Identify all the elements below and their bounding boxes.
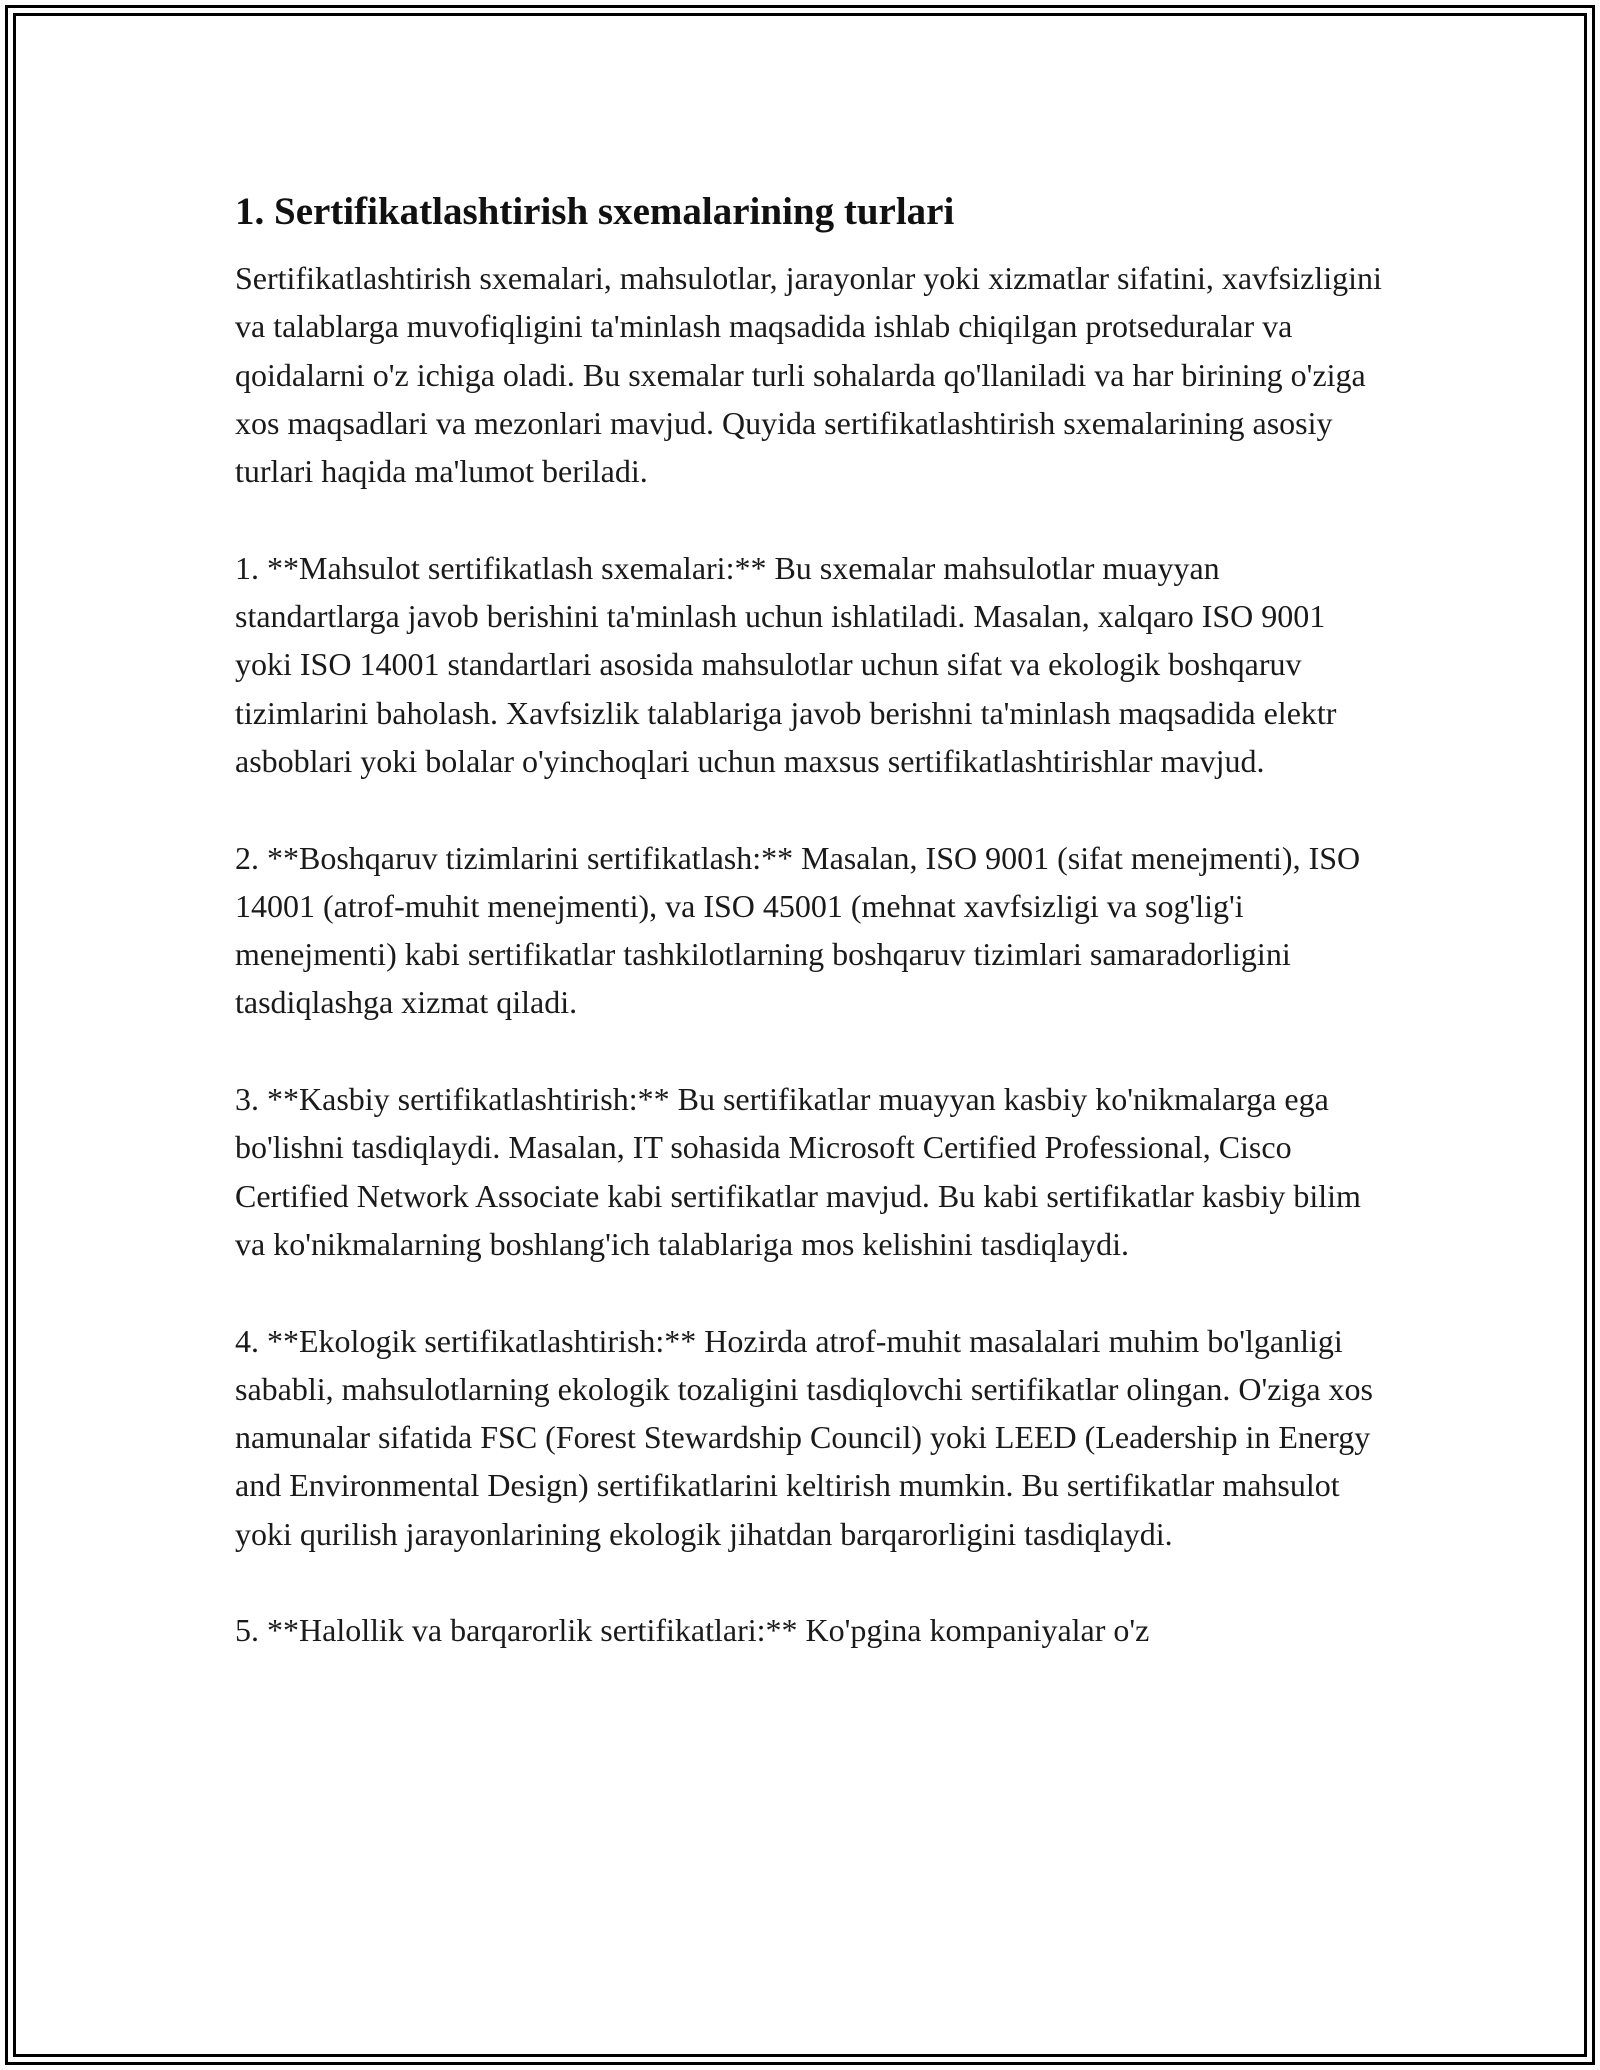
document-body [235, 186, 1385, 1655]
list-item-ecological-certification: 4. **Ekologik sertifikatlashtirish:** Hozirda atrof-muhit masalalari muhim bo'lganligi sababli, mahsulotlarning ekologik tozaligini tasdiqlovchi sertifikatlar olingan. O'ziga xos namunalar sifatida FSC (Forest Stewardship Council) yoki LEED (Leadership in Energy and Environmental Design) sertifikatlarini keltirish mumkin. Bu sertifikatlar mahsulot yoki qurilish jarayonlarining ekologik jihatdan barqarorligini tasdiqlaydi. [235, 1322, 1373, 1552]
list-item-integrity-sustainability: 5. **Halollik va barqarorlik sertifikatlari:** Ko'pgina kompaniyalar o'z [235, 1612, 1150, 1649]
section-title: 1. Sertifikatlashtirish sxemalarining turlari [235, 190, 955, 233]
list-item-professional-certification: 3. **Kasbiy sertifikatlashtirish:** Bu sertifikatlar muayyan kasbiy ko'nikmalarga ega bo'lishni tasdiqlaydi. Masalan, IT sohasida Microsoft Certified Professional, Cisco Certified Network Associate kabi sertifikatlar mavjud. Bu kabi sertifikatlar kasbiy bilim va ko'nikmalarning boshlang'ich talablariga mos kelishini tasdiqlaydi. [235, 1081, 1361, 1262]
list-item-management-systems: 2. **Boshqaruv tizimlarini sertifikatlash:** Masalan, ISO 9001 (sifat menejmenti), ISO 14001 (atrof-muhit menejmenti), va ISO 45001 (mehnat xavfsizligi va sog'lig'i menejmenti) kabi sertifikatlar tashkilotlarning boshqaruv tizimlari samaradorligini tasdiqlashga xizmat qiladi. [235, 839, 1361, 1021]
intro-paragraph: Sertifikatlashtirish sxemalari, mahsulotlar, jarayonlar yoki xizmatlar sifatini, xavfsizligini va talablarga muvofiqligini ta'minlash maqsadida ishlab chiqilgan protseduralar va qoidalarni o'z ichiga oladi. Bu sxemalar turli sohalarda qo'llaniladi va har birining o'ziga xos maqsadlari va mezonlari mavjud. Quyida sertifikatlashtirish sxemalarining asosiy turlari haqida ma'lumot beriladi. [235, 260, 1382, 490]
list-item-product-certification: 1. **Mahsulot sertifikatlash sxemalari:** Bu sxemalar mahsulotlar muayyan standartlarga javob berishini ta'minlash uchun ishlatiladi. Masalan, xalqaro ISO 9001 yoki ISO 14001 standartlari asosida mahsulotlar uchun sifat va ekologik boshqaruv tizimlarini baholash. Xavfsizlik talablariga javob berishni ta'minlash maqsadida elektr asboblari yoki bolalar o'yinchoqlari uchun maxsus sertifikatlashtirishlar mavjud. [235, 549, 1337, 779]
